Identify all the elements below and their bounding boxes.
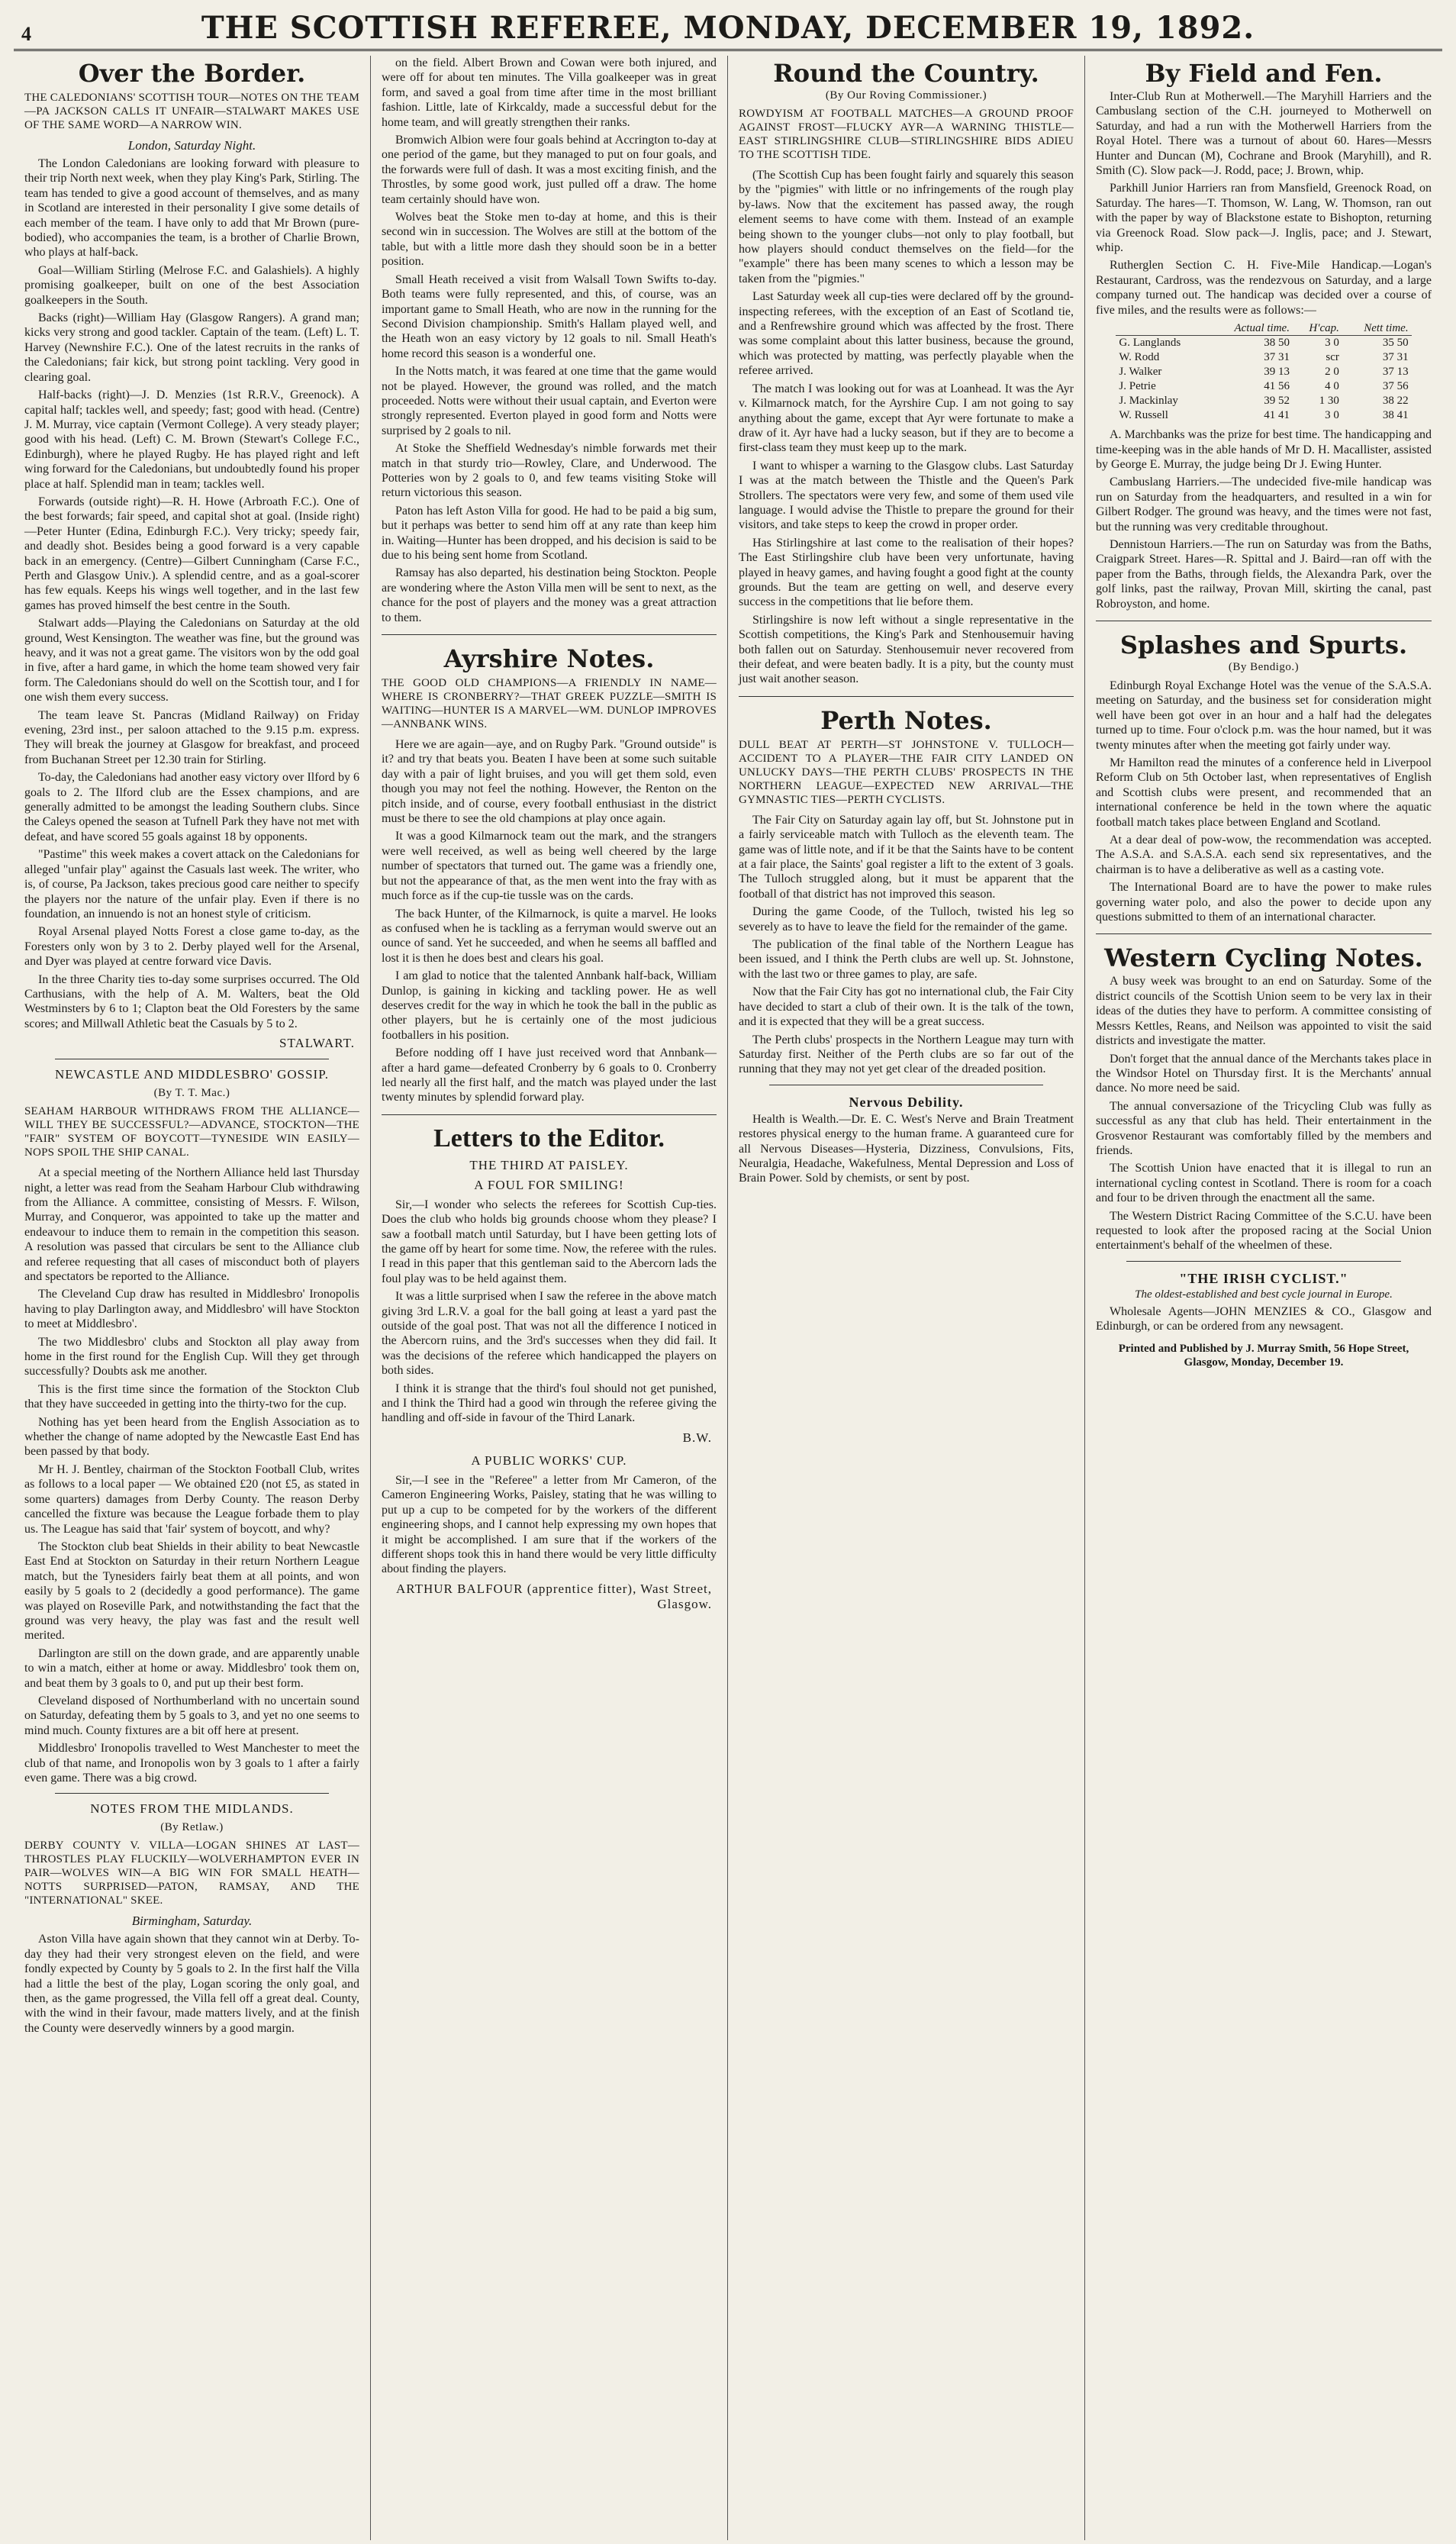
section-deck: DERBY COUNTY V. VILLA—LOGAN SHINES AT LAST—THROSTLES PLAY FLUCKILY—WOLVERHAMPTON EVER IN PAIR—WOLVES WIN—A BIG WIN FOR SMALL HEATH—NOTTS SURPRISED—PATON, RAMSAY, AND THE "INTERNATIONAL" SKEE. — [24, 1839, 359, 1907]
section-title-round-the-country: Round the Country. — [773, 59, 1039, 88]
divider — [1126, 1261, 1401, 1262]
article-paragraph: Bromwich Albion were four goals behind at Accrington to-day at one period of the game, but they managed to put on four goals, and the forwards were full of dash. It was a most exciting finish, and the Throstles, by some good work, just pulled off a draw. The home team certainly should have won. — [382, 134, 717, 206]
table-cell: 37 31 — [1264, 351, 1290, 364]
table-cell: G. Langlands — [1119, 337, 1181, 350]
advertisement-title: Nervous Debility. — [849, 1094, 964, 1110]
article-paragraph: Half-backs (right)—J. D. Menzies (1st R.R.V., Greenock). A capital half; tackles well, and speedy; fast; good with head. (Centre) J. M. Murray, vice captain (Vermont College). A very steady player; good with his head. (Left) C. M. Brown (Stewart's College F.C., Edinburgh), where he played Rugby. He has played right and left wing forward for the Caledonians, but undoubtedly found his proper place at half. Splendid man in team; tackles well. — [24, 389, 359, 491]
article-paragraph: Aston Villa have again shown that they cannot win at Derby. To-day they had their very strongest eleven on the field, and were fondly expected by County by 5 goals to 2. In the first half the Villa had a little the best of the play, Logan scoring the only goal, and then, as the game progressed, the Villa fell off a great deal. County, with the wind in their favour, made matters lively, and at the finish the County were deservedly winners by a good margin. — [24, 1933, 359, 2035]
divider — [382, 1114, 717, 1115]
column-4 — [1085, 56, 1442, 2540]
article-paragraph: Dennistoun Harriers.—The run on Saturday was from the Baths, Craigpark Street. Hares—R. Spittal and J. Baird—ran off with the paper from the Baths, through fields, the Alexandra Park, over the golf links, past the railway, Provan Mill, skirting the canal, past Robroyston, and home. — [1096, 537, 1432, 611]
section-deck: THE CALEDONIANS' SCOTTISH TOUR—NOTES ON THE TEAM—PA JACKSON CALLS IT UNFAIR—STALWART MAKES USE OF THE SAME WORD—A NARROW WIN. — [24, 92, 359, 131]
article-paragraph: Don't forget that the annual dance of the Merchants takes place in the Windsor Hotel on Thursday first. It is the Merchants' annual dance. No more need be said. — [1096, 1052, 1432, 1095]
table-cell: 37 56 — [1382, 380, 1409, 393]
article-paragraph: Darlington are still on the down grade, and are apparently unable to win a match, either at home or away. Middlesbro' took them on, and beat them by 3 goals to 0, and put up their best form. — [24, 1646, 359, 1690]
article-paragraph: Last Saturday week all cup-ties were declared off by the ground-inspecting referees, with the exception of an East of Scotland tie, and a Renfrewshire ground which was affected by the frost. There was some complaint about this latter business, because the ground, which was protected by matting, was perfectly playable when the referee arrived. — [739, 290, 1074, 378]
byline: (By Retlaw.) — [160, 1821, 224, 1834]
section-title-over-the-border: Over the Border. — [78, 59, 306, 88]
table-cell: 3 0 — [1325, 337, 1339, 350]
letter-paragraph: I think it is strange that the third's foul should not get punished, and I think the Third had a good win through the referee giving the handling and off-side in favour of the Third Lanark. — [382, 1382, 717, 1425]
advertisement-text: Wholesale Agents—JOHN MENZIES & CO., Glasgow and Edinburgh, or can be ordered from any newsagent. — [1096, 1304, 1432, 1333]
article-paragraph: Stalwart adds—Playing the Caledonians on Saturday at the old ground, West Kensington. The weather was fine, but the ground was heavy, and it was not a great game. The visitors won by the odd goal in five, after a hard game, in which the home team showed very fair form. The Caledonians should do well on the Scottish tour, and I for one wish them every success. — [24, 617, 359, 705]
letter-paragraph: Sir,—I see in the "Referee" a letter from Mr Cameron, of the Cameron Engineering Works, Paisley, stating that he was willing to put up a cup to be competed for by the workers of the different engineering shops, and I cannot help expressing my own hopes that it might be accomplished. I am sure that if the workers of the different shops took this in hand there would be very little difficulty about finding the players. — [382, 1473, 717, 1576]
section-deck: SEAHAM HARBOUR WITHDRAWS FROM THE ALLIANCE—WILL THEY BE SUCCESSFUL?—ADVANCE, STOCKTON—THE "FAIR" SYSTEM OF BOYCOTT—TYNESIDE WIN EASILY—NOPS SPOIL THE SHIP CANAL. — [24, 1105, 359, 1159]
table-cell: 41 41 — [1264, 409, 1290, 422]
letter-subhead: A PUBLIC WORKS' CUP. — [471, 1453, 627, 1468]
table-row — [1116, 394, 1411, 408]
article-paragraph: Forwards (outside right)—R. H. Howe (Arbroath F.C.). One of the best forwards; fair speed, and capital shot at goal. (Inside right)—Peter Hunter (Edina, Edinburgh F.C.). Very tricky; speedy fair, and deadly shot. Besides being a good forward is a very capable back in an emergency. (Centre)—Gilbert Cunningham (Carse F.C., Perth and Glasgow Univ.). A splendid centre, and as a goal-scorer has few equals. Keeps his wings well together, and in the last few games has proved himself the best centre in the South. — [24, 495, 359, 612]
article-paragraph: The team leave St. Pancras (Midland Railway) on Friday evening, 23rd inst., per saloon attached to the 9.15 p.m. express. They will break the journey at Glasgow for breakfast, and proceed from Buchanan Street per 12.30 train for Stirling. — [24, 708, 359, 766]
dateline: Birmingham, Saturday. — [131, 1914, 253, 1929]
divider — [739, 696, 1074, 697]
article-paragraph: Edinburgh Royal Exchange Hotel was the venue of the S.A.S.A. meeting on Saturday, and the business set for consideration might well have been got over in an hour and a half had the delegates turned up to time. Four o'clock p.m. was the hour named, but it was twenty minutes after when the meeting got fairly under way. — [1096, 679, 1432, 752]
byline: (By Bendigo.) — [1228, 660, 1300, 673]
table-cell: 35 50 — [1382, 337, 1409, 350]
article-paragraph: (The Scottish Cup has been fought fairly and squarely this season by the "pigmies" with little or no infringements of the rough play by-laws. Now that the excitement has passed away, the rough element seems to have come with them. Instead of an example being shown to the younger clubs—not only to play football, but how players should conduct themselves on the field—for the "example" there has been many scenes to which a lesson may be taken from the "pigmies." — [739, 169, 1074, 285]
section-deck: ROWDYISM AT FOOTBALL MATCHES—A GROUND PROOF AGAINST FROST—FLUCKY AYR—A WARNING THISTLE—EAST STIRLINGSHIRE CLUB—STIRLINGSHIRE BIDS ADIEU TO THE SCOTTISH TIDE. — [739, 108, 1074, 161]
article-paragraph: Here we are again—aye, and on Rugby Park. "Ground outside" is it? and try that beats you. Beaten I have been at some such suitable day with a pair of light bruises, and you will get them sold, even though you may not feel the nothing. However, the Renton on the pitch inside, and of course, every football enthusiast in the district must be there to see the old champions at play once again. — [382, 738, 717, 826]
article-paragraph: I want to whisper a warning to the Glasgow clubs. Last Saturday I was at the match between the Thistle and the Queen's Park Strollers. The spectators were very few, and some of them used vile language. I would advise the Thistle to prepare the ground for their visitors, and take steps to keep the crowd in proper order. — [739, 459, 1074, 532]
table-header-row — [1116, 322, 1411, 336]
article-paragraph: Paton has left Aston Villa for good. He had to be paid a big sum, but it perhaps was better to send him off at any rate than keep him in. Waiting—Hunter has been dropped, and his decision is said to be due to his being sent home from Scotland. — [382, 504, 717, 562]
article-paragraph: Parkhill Junior Harriers ran from Mansfield, Greenock Road, on Saturday. The hares—T. Thomson, W. Lang, W. Thomson, ran out with the paper by way of Blackstone estate to Bishopton, returning via Greenock Road. Slow pack—J. Inglis, pace; and J. Stewart, whip. — [1096, 182, 1432, 255]
column-2 — [371, 56, 728, 2540]
letter-signature: B.W. — [682, 1430, 712, 1445]
advertisement-text: Health is Wealth.—Dr. E. C. West's Nerve and Brain Treatment restores physical energy to the human frame. A guaranteed cure for all Nervous Diseases—Hysteria, Dizziness, Convulsions, Fits, Neuralgia, Headache, Wakefulness, Mental Depression and Loss of Brain Power. Sold by chemists, or sent by post. — [739, 1112, 1074, 1185]
signature: STALWART. — [279, 1036, 355, 1051]
letter-subhead: A FOUL FOR SMILING! — [474, 1177, 624, 1192]
section-title-midlands: NOTES FROM THE MIDLANDS. — [90, 1801, 294, 1817]
article-paragraph: The Perth clubs' prospects in the Northern League may turn with Saturday first. Neither of the Perth clubs are so far out of the running that they may not yet get clear of the dreaded position. — [739, 1033, 1074, 1076]
section-title-western-cycling-notes: Western Cycling Notes. — [1104, 943, 1423, 973]
article-paragraph: on the field. Albert Brown and Cowan were both injured, and were off for about ten minutes. The Villa goalkeeper was in great form, and saved a goal from time after time in the most brilliant fashion. Little, late of Kirkcaldy, made a successful debut for the home team, and will greatly strengthen their ranks. — [382, 56, 717, 129]
article-paragraph: I am glad to notice that the talented Annbank half-back, William Dunlop, is gaining in kicking and tackling power. He as well deserves credit for the way in which he took the ball in the public as other players, but he is certainly one of the most judicious footballers in his position. — [382, 969, 717, 1042]
article-paragraph: The match I was looking out for was at Loanhead. It was the Ayr v. Kilmarnock match, for the Ayrshire Cup. I am not going to say anything about the game, except that Ayr were fortunate to make a draw of it. Ayr have had a lucky season, but if they are to become a first-class team they must keep up to the mark. — [739, 382, 1074, 455]
article-paragraph: To-day, the Caledonians had another easy victory over Ilford by 6 goals to 2. The Ilford club are the Essex champions, and are generally admitted to be amongst the leading Southern clubs. Since the Caleys opened the season at Tufnell Park they have not met with defeat, and have scored 55 goals against 18 by opponents. — [24, 771, 359, 843]
article-paragraph: A. Marchbanks was the prize for best time. The handicapping and time-keeping was in the able hands of Mr D. H. Macallister, assisted by George E. Murray, the judge being Dr J. Ewing Hunter. — [1096, 428, 1432, 471]
article-paragraph: The back Hunter, of the Kilmarnock, is quite a marvel. He looks as confused when he is tackling as a ferryman would swerve out an ounce of sand. Yet he succeeded, and when he seems all baffled and lost it is then he does best and clears his goal. — [382, 907, 717, 965]
article-paragraph: This is the first time since the formation of the Stockton Club that they have succeeded in getting into the thirty-two for the cup. — [24, 1382, 359, 1411]
table-cell: 38 22 — [1382, 395, 1409, 408]
masthead — [14, 6, 1442, 51]
article-paragraph: The Cleveland Cup draw has resulted in Middlesbro' Ironopolis having to play Darlington away, and Middlesbro' will have Stockton to meet at Middlesbro'. — [24, 1288, 359, 1331]
byline: (By Our Roving Commissioner.) — [825, 89, 987, 102]
article-paragraph: Cambuslang Harriers.—The undecided five-mile handicap was run on Saturday from the headquarters, and resulted in a win for Gilbert Rodger. The ground was heavy, and the times were not fast, but the running was very creditable throughout. — [1096, 476, 1432, 534]
table-cell: 2 0 — [1325, 366, 1339, 379]
article-paragraph: Before nodding off I have just received word that Annbank—after a hard game—defeated Cronberry by 6 goals to 0. Cronberry led nearly all the first half, and the match was played under the last twenty minutes by splendid forward play. — [382, 1046, 717, 1104]
article-paragraph: Backs (right)—William Hay (Glasgow Rangers). A grand man; kicks very strong and good tackler. Captain of the team. (Left) L. T. Harvey (Newnshire F.C.). One of the latest recruits in the ranks of the Caledonians; fair kick, but strong point tackling. Very good in clearing goal. — [24, 311, 359, 384]
letter-paragraph: Sir,—I wonder who selects the referees for Scottish Cup-ties. Does the club who holds big grounds choose whom they please? I saw a football match until Saturday, but I have been getting lots of the game off by heart for some time. Now, the referee with the rules. I read in this paper that this gentleman said to the Abercorn lads the foul play was to be held against them. — [382, 1198, 717, 1285]
article-paragraph: The two Middlesbro' clubs and Stockton all play away from home in the first round for the English Cup. Will they get through successfully? Doubts ask me another. — [24, 1335, 359, 1378]
table-row — [1116, 379, 1411, 394]
table-header-cell: Actual time. — [1209, 322, 1293, 336]
table-cell: 39 13 — [1264, 366, 1290, 379]
section-title-newcastle: NEWCASTLE AND MIDDLESBRO' GOSSIP. — [54, 1067, 330, 1082]
article-paragraph: Mr Hamilton read the minutes of a conference held in Liverpool Reform Club on 5th October last, when representatives of English and Scottish clubs were present, and recommended that an international conference be held in the town where the aquatic football match takes place between England and Scotland. — [1096, 756, 1432, 829]
article-paragraph: At a dear deal of pow-wow, the recommendation was accepted. The A.S.A. and S.A.S.A. each send six representatives, and the chairman is to have a deliberative as well as a casting vote. — [1096, 833, 1432, 876]
dateline: London, Saturday Night. — [127, 138, 256, 153]
article-paragraph: The Western District Racing Committee of the S.C.U. have been requested to look after the proposed racing at the Social Union entertainment's behalf of the wheelmen of these. — [1096, 1209, 1432, 1253]
table-cell: scr — [1326, 351, 1339, 364]
table-row — [1116, 350, 1411, 365]
section-deck: THE GOOD OLD CHAMPIONS—A FRIENDLY IN NAME—WHERE IS CRONBERRY?—THAT GREEK PUZZLE—SMITH IS WAITING—HUNTER IS A MARVEL—WM. DUNLOP IMPROVES—ANNBANK WINS. — [382, 677, 717, 731]
table-cell: W. Russell — [1119, 409, 1168, 422]
section-title-letters: Letters to the Editor. — [433, 1124, 665, 1153]
article-paragraph: The Scottish Union have enacted that it is illegal to run an international cycling contest in Scotland. There is room for a coach and four to be driven through the enactment all the same. — [1096, 1162, 1432, 1205]
table-cell: J. Mackinlay — [1119, 395, 1178, 408]
article-paragraph: At a special meeting of the Northern Alliance held last Thursday night, a letter was read from the Seaham Harbour Club withdrawing from the Alliance. A committee, consisting of Messrs. F. Wilson, Murray, and Conqueror, was appointed to take up the matter and endeavour to induce them to remain in the competition this season. A resolution was passed that circulars be sent to the Alliance club and referee requesting that all cases of misconduct both of players and spectators be reported to the Alliance. — [24, 1166, 359, 1283]
article-paragraph: The annual conversazione of the Tricycling Club was fully as successful as any that club has held. Their entertainment in the Grosvenor Restaurant was comfortably filled by the members and friends. — [1096, 1099, 1432, 1157]
section-title-splashes-and-spurts: Splashes and Spurts. — [1119, 630, 1408, 659]
table-row — [1116, 365, 1411, 379]
page-number-left: 4 — [21, 23, 31, 45]
divider — [55, 1793, 329, 1794]
article-paragraph: Nothing has yet been heard from the English Association as to whether the change of name adopted by the Newcastle East End has been passed by that body. — [24, 1415, 359, 1459]
article-paragraph: The Fair City on Saturday again lay off, but St. Johnstone put in a fairly serviceable match with Tulloch as the eleventh team. The game was of little note, and if it be that the Saints have to be content at a fair place, the Saints' goal register a lift to the extent of 3 goals. The Tulloch struggled along, but it must be apparent that the football of that district has not improved this season. — [739, 813, 1074, 901]
article-paragraph: Small Heath received a visit from Walsall Town Swifts to-day. Both teams were fully represented, and this, of course, was an important game to Small Heath, who are now in the running for the Second Division championship. Smith's Hallam played well, and the Heath won an easy victory by 12 goals to nil. Small Heath's home record this season is a wonderful one. — [382, 272, 717, 360]
article-paragraph: During the game Coode, of the Tulloch, twisted his leg so severely as to have to leave the field for the remainder of the game. — [739, 905, 1074, 933]
article-paragraph: Royal Arsenal played Notts Forest a close game to-day, as the Foresters only won by 3 to 2. Derby played well for the Arsenal, and Dyer was played at centre forward vice Davis. — [24, 925, 359, 969]
table-cell: J. Walker — [1119, 366, 1162, 379]
divider — [1096, 933, 1432, 934]
article-paragraph: Inter-Club Run at Motherwell.—The Maryhill Harriers and the Cambuslang section of the C.H. journeyed to Motherwell on Saturday, and had a run with the Motherwell Harriers from the Royal Hotel. There was a turnout of about 60. Hares—Messrs Hunter and Duncan (M), Cochrane and Brook (Maryhill), and R. Smith (C). Slow pack—J. Rodd, pace; J. Brown, whip. — [1096, 90, 1432, 178]
letter-signature: ARTHUR BALFOUR (apprentice fitter), Wast Street, Glasgow. — [395, 1581, 712, 1611]
article-paragraph: Goal—William Stirling (Melrose F.C. and Galashiels). A highly promising goalkeeper, built on one of the best Association goalkeepers in the South. — [24, 263, 359, 307]
article-paragraph: At Stoke the Sheffield Wednesday's nimble forwards met their match in that sturdy trio—Rowley, Clare, and Underwood. The Potteries won by 2 goals to 0, and few teams visiting Stoke will return victorious this season. — [382, 442, 717, 500]
article-paragraph: It was a good Kilmarnock team out the mark, and the strangers were well received, as well as being well cheered by the large number of spectators that turned out. The game was a friendly one, but not the appearance of that, as the men went into the fray with as much force as if the cup-tie tussle was on the cards. — [382, 830, 717, 903]
column-3 — [728, 56, 1085, 2540]
table-row — [1116, 408, 1411, 423]
table-cell: 1 30 — [1319, 395, 1339, 408]
section-title-by-field-and-fen: By Field and Fen. — [1145, 59, 1383, 88]
article-paragraph: Cleveland disposed of Northumberland with no uncertain sound on Saturday, defeating them by 5 goals to 3, and yet no one seems to mind much. County fixtures are a bit off here at present. — [24, 1694, 359, 1737]
letter-paragraph: It was a little surprised when I saw the referee in the above match giving 3rd L.R.V. a goal for the ball going at least a yard past the outside of the goal post. That was not all the difference I noticed in the Abercorn ruins, and the 3rd's successes when they did fail. It was the decisions of the referee which handicapped the players on both sides. — [382, 1290, 717, 1378]
table-cell: J. Petrie — [1119, 380, 1156, 393]
table-cell: 37 31 — [1382, 351, 1409, 364]
article-paragraph: Rutherglen Section C. H. Five-Mile Handicap.—Logan's Restaurant, Cardross, was the rendezvous on Saturday, and a large company turned out. The handicap was decided over a course of five miles, and the results were as follows:— — [1096, 259, 1432, 317]
divider — [382, 634, 717, 635]
results-table — [1116, 322, 1411, 423]
article-paragraph: In the Notts match, it was feared at one time that the game would not be played. However, the ground was rolled, and the match proceeded. Notts were without their usual captain, and Everton were strongly represented. Everton played in good form and Notts were surprised by 2 goals to nil. — [382, 365, 717, 437]
table-cell: 41 56 — [1264, 380, 1290, 393]
table-cell: 39 52 — [1264, 395, 1290, 408]
article-paragraph: Has Stirlingshire at last come to the realisation of their hopes? The East Stirlingshire club have been very unfortunate, having played in heavy games, and having fought a good fight at the county grounds. But the team are getting on well, and deserve every success in the competitions that lie before them. — [739, 536, 1074, 609]
article-paragraph: Wolves beat the Stoke men to-day at home, and this is their second win in succession. The Wolves are still at the bottom of the table, but with a little more dash they should soon be in a better position. — [382, 211, 717, 269]
table-cell: 4 0 — [1325, 380, 1339, 393]
article-paragraph: Mr H. J. Bentley, chairman of the Stockton Football Club, writes as follows to a local paper — We obtained £20 (not £5, as stated in some quarters) damages from Derby County. The reason Derby cancelled the fixture was because the League forbade them to play us. The League has said that 'fair' system of boycott, and why? — [24, 1462, 359, 1536]
table-header-cell: H'cap. — [1293, 322, 1342, 336]
table-cell: 38 50 — [1264, 337, 1290, 350]
column-1 — [14, 56, 371, 2540]
printer-imprint: Printed and Published by J. Murray Smith, 56 Hope Street, Glasgow, Monday, December 19. — [1118, 1342, 1409, 1369]
article-paragraph: The London Caledonians are looking forward with pleasure to their trip North next week, when they play King's Park, Stirling. The team has tended to give a good account of themselves, and as many in Scotland are interested in their personality I give some details of each member of the team. I have only to add that Mr Brown (pure-bodied), who accompanies the team, is a brother of Charlie Brown, who plays at half-back. — [24, 157, 359, 260]
newspaper-title: THE SCOTTISH REFEREE, MONDAY, DECEMBER 19, 1892. — [201, 10, 1255, 46]
table-cell: 3 0 — [1325, 409, 1339, 422]
columns — [14, 56, 1442, 2540]
section-title-ayrshire: Ayrshire Notes. — [443, 644, 655, 674]
article-paragraph: The publication of the final table of the Northern League has been issued, and I think the Perth clubs are well up. St. Johnstone, with the last two or three games to play, are safe. — [739, 938, 1074, 981]
byline: (By T. T. Mac.) — [153, 1087, 230, 1100]
article-paragraph: A busy week was brought to an end on Saturday. Some of the district councils of the Scottish Union seem to be very lax in their ideas of the duties they have to perform. A committee consisting of Messrs Kettles, Reans, and Neilson was appointed to visit the said districts and investigate the matter. — [1096, 975, 1432, 1048]
table-header-cell: Nett time. — [1342, 322, 1412, 336]
article-paragraph: The International Board are to have the power to make rules governing water polo, and also the power to decide upon any questions submitted to them of an international character. — [1096, 881, 1432, 924]
table-cell: W. Rodd — [1119, 351, 1160, 364]
section-title-perth-notes: Perth Notes. — [820, 705, 992, 735]
article-paragraph: Ramsay has also departed, his destination being Stockton. People are wondering where the Aston Villa men will be sent to next, as the chance for the post of players and the money was a great attraction to them. — [382, 566, 717, 624]
article-paragraph: The Stockton club beat Shields in their ability to beat Newcastle East End at Stockton on Saturday in their return Northern League match, but the Tynesiders fairly beat them at all points, and won easily by 5 goals to 2 (decidedly a good performance). The game was played on Roseville Park, and notwithstanding the fact that the ground was very heavy, the play was fast and the result well merited. — [24, 1540, 359, 1643]
table-row — [1116, 336, 1411, 351]
article-paragraph: "Pastime" this week makes a covert attack on the Caledonians for alleged "unfair play" against the Casuals last week. The writer, who is, of course, Pa Jackson, takes precious good care neither to specify the players nor the nature of the unfair play. Even if there is no foundation, an innuendo is not an honest style of criticism. — [24, 848, 359, 921]
advertisement-subtitle: The oldest-established and best cycle journal in Europe. — [1135, 1288, 1393, 1301]
article-paragraph: Now that the Fair City has got no international club, the Fair City have decided to start a club of their own. It is the talk of the town, and it is expected that they will be a great success. — [739, 985, 1074, 1029]
letter-subhead: THE THIRD AT PAISLEY. — [469, 1157, 629, 1172]
article-paragraph: Stirlingshire is now left without a single representative in the Scottish competitions, the King's Park and Stenhousemuir having both fallen out on Saturday. Stenhousemuir never recovered from their defeat, and were beaten badly. It is a pity, but the county must just wait another season. — [739, 613, 1074, 686]
section-deck: DULL BEAT AT PERTH—ST JOHNSTONE V. TULLOCH—ACCIDENT TO A PLAYER—THE FAIR CITY LANDED ON UNLUCKY DAYS—THE PERTH CLUBS' PROSPECTS IN THE NORTHERN LEAGUE—EXPECTED NEW ARRIVAL—THE GYMNASTIC TIES—PERTH CYCLISTS. — [739, 738, 1074, 806]
article-paragraph: In the three Charity ties to-day some surprises occurred. The Old Carthusians, with the help of A. M. Walters, beat the Old Westminsters by 6 to 1; Clapton beat the Old Foresters by the same scores; and Millwall Athletic beat the Casuals by 5 to 2. — [24, 972, 359, 1030]
table-cell: 37 13 — [1382, 366, 1409, 379]
table-cell: 38 41 — [1382, 409, 1409, 422]
table-header-cell — [1116, 322, 1208, 336]
article-paragraph: Middlesbro' Ironopolis travelled to West Manchester to meet the club of that name, and Ironopolis won by 3 goals to 1 after a fairly even game. There was a big crowd. — [24, 1742, 359, 1785]
advertisement-title: "THE IRISH CYCLIST." — [1179, 1270, 1348, 1286]
